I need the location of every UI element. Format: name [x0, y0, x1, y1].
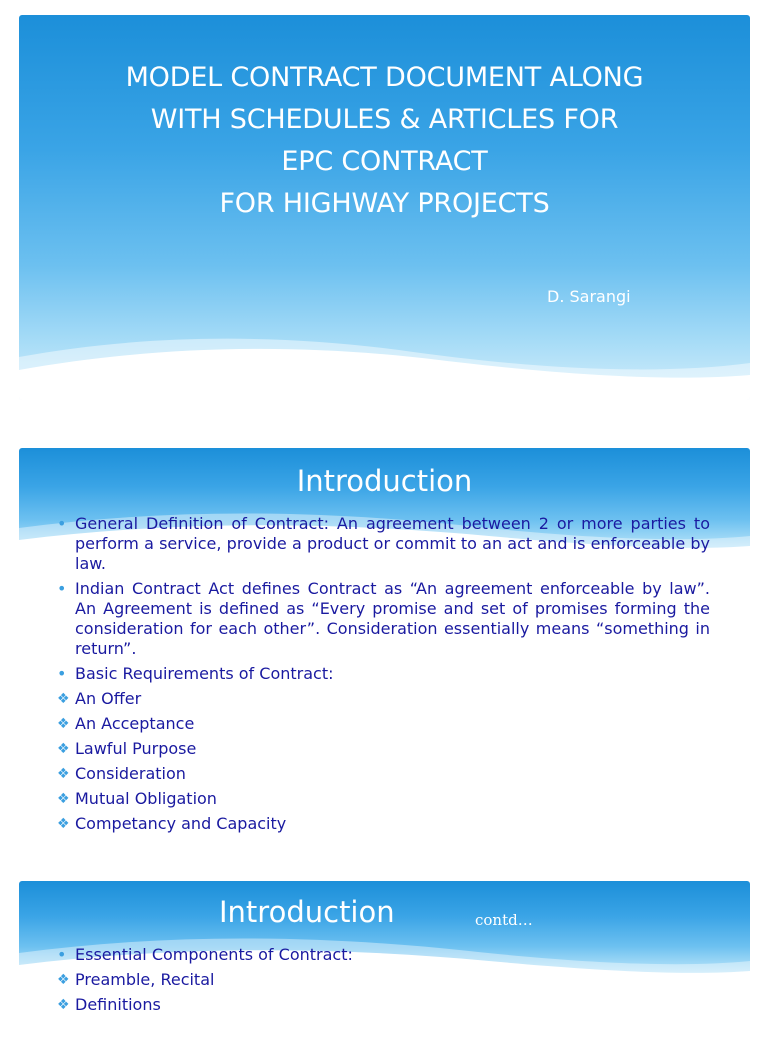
- list-item: [57, 514, 710, 574]
- component-text: Preamble, Recital: [75, 970, 215, 989]
- bullet-text: General Definition of Contract: An agreement between 2 or more parties to perform a service, provide a product or commit to an act and is enforceable by law.: [75, 514, 710, 573]
- requirement-text: Lawful Purpose: [75, 739, 197, 758]
- list-item: [57, 970, 710, 990]
- list-item: [57, 995, 710, 1015]
- introduction-slide: [19, 448, 750, 860]
- diamond-bullet-icon: ❖: [57, 716, 70, 732]
- author-name: D. Sarangi: [547, 287, 631, 306]
- title-line: FOR HIGHWAY PROJECTS: [219, 188, 550, 219]
- list-item: [57, 689, 710, 709]
- bullet-icon: •: [57, 945, 67, 964]
- title-line: WITH SCHEDULES & ARTICLES FOR: [150, 104, 619, 135]
- diamond-bullet-icon: ❖: [57, 691, 70, 707]
- title-line: EPC CONTRACT: [281, 146, 488, 177]
- list-item: [57, 579, 710, 659]
- diamond-bullet-icon: ❖: [57, 972, 70, 988]
- continued-label: contd…: [475, 911, 533, 929]
- slide-heading: Introduction: [219, 895, 395, 929]
- bullet-text: Essential Components of Contract:: [75, 945, 353, 964]
- list-item: [57, 945, 710, 965]
- slide-heading: Introduction: [296, 464, 473, 498]
- diamond-bullet-icon: ❖: [57, 741, 70, 757]
- bullet-icon: •: [57, 514, 67, 533]
- list-item: [57, 764, 710, 784]
- bullet-text: Indian Contract Act defines Contract as “An agreement enforceable by law”. An Agreement is defined as “Every promise and set of promises forming the consideration for each other”. Consideration essentially means “something in return”.: [75, 579, 710, 658]
- list-item: [57, 714, 710, 734]
- diamond-bullet-icon: ❖: [57, 816, 70, 832]
- list-item: [57, 739, 710, 759]
- presentation-title: [19, 57, 750, 225]
- diamond-bullet-icon: ❖: [57, 791, 70, 807]
- introduction-contd-slide: [19, 881, 750, 1041]
- bullet-text: Basic Requirements of Contract:: [75, 664, 334, 683]
- bullet-icon: •: [57, 579, 67, 598]
- requirement-text: Competancy and Capacity: [75, 814, 287, 833]
- title-line: MODEL CONTRACT DOCUMENT ALONG: [125, 62, 644, 93]
- list-item: [57, 664, 710, 684]
- slide-content: [57, 945, 710, 1020]
- requirement-text: An Offer: [75, 689, 142, 708]
- diamond-bullet-icon: ❖: [57, 766, 70, 782]
- diamond-bullet-icon: ❖: [57, 997, 70, 1013]
- requirement-text: An Acceptance: [75, 714, 195, 733]
- list-item: [57, 789, 710, 809]
- requirement-text: Consideration: [75, 764, 186, 783]
- list-item: [57, 814, 710, 834]
- wave-decoration: [19, 315, 750, 400]
- bullet-icon: •: [57, 664, 67, 683]
- requirement-text: Mutual Obligation: [75, 789, 217, 808]
- component-text: Definitions: [75, 995, 161, 1014]
- slide-content: [57, 514, 710, 839]
- title-slide: [19, 15, 750, 400]
